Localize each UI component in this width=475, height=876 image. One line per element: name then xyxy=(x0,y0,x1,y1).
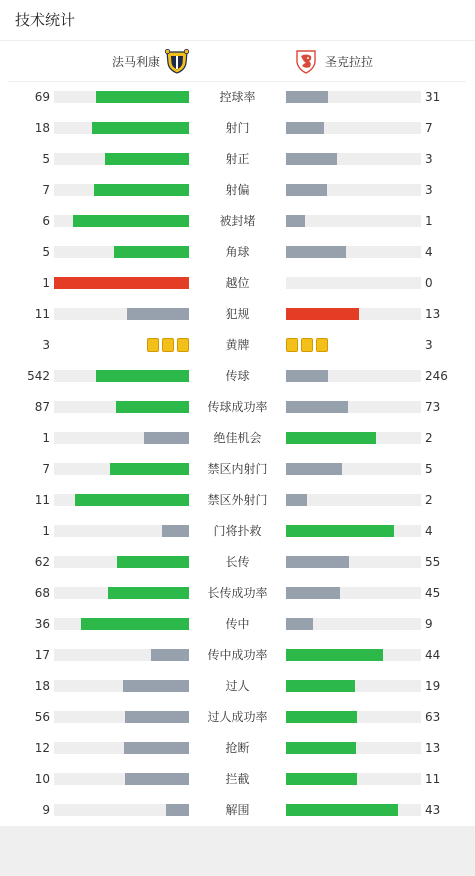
away-bar-fill xyxy=(286,494,307,506)
home-bar-track xyxy=(54,184,189,196)
home-value: 18 xyxy=(34,679,50,693)
home-value: 9 xyxy=(42,803,50,817)
away-team-header[interactable] xyxy=(293,48,373,74)
away-bar-fill xyxy=(286,742,356,754)
home-value: 1 xyxy=(42,524,50,538)
stat-row xyxy=(0,275,475,291)
stat-row xyxy=(0,337,475,353)
home-bar-fill xyxy=(123,680,189,692)
home-bar-fill xyxy=(116,401,189,413)
away-bar-track xyxy=(286,153,421,165)
home-value: 17 xyxy=(34,648,50,662)
away-bar-track xyxy=(286,122,421,134)
stat-row xyxy=(0,120,475,136)
stat-label: 控球率 xyxy=(219,90,256,104)
away-yellow-cards xyxy=(286,338,328,352)
stat-row xyxy=(0,492,475,508)
away-bar-track xyxy=(286,587,421,599)
home-value: 18 xyxy=(34,121,50,135)
home-value: 1 xyxy=(42,431,50,445)
away-value: 3 xyxy=(425,183,433,197)
away-value: 7 xyxy=(425,121,433,135)
away-bar-fill xyxy=(286,525,394,537)
home-bar-fill xyxy=(127,308,189,320)
stat-label: 传球成功率 xyxy=(207,400,268,414)
away-bar-track xyxy=(286,308,421,320)
away-bar-fill xyxy=(286,215,305,227)
home-bar-fill xyxy=(73,215,189,227)
away-bar-fill xyxy=(286,804,398,816)
stat-label: 传球 xyxy=(225,369,250,383)
away-bar-fill xyxy=(286,463,342,475)
stat-row xyxy=(0,244,475,260)
home-bar-fill xyxy=(117,556,189,568)
stat-row xyxy=(0,709,475,725)
away-value: 246 xyxy=(425,369,448,383)
stat-label: 传中 xyxy=(225,617,250,631)
away-bar-fill xyxy=(286,401,348,413)
stat-row xyxy=(0,430,475,446)
home-bar-track xyxy=(54,463,189,475)
home-bar-fill xyxy=(92,122,189,134)
away-bar-track xyxy=(286,649,421,661)
stat-row xyxy=(0,771,475,787)
stat-label: 犯规 xyxy=(225,307,250,321)
home-value: 87 xyxy=(34,400,50,414)
stat-label: 禁区内射门 xyxy=(207,462,268,476)
stat-label: 长传 xyxy=(225,555,250,569)
yellow-card-icon xyxy=(301,338,313,352)
away-bar-track xyxy=(286,618,421,630)
home-bar-track xyxy=(54,308,189,320)
away-value: 11 xyxy=(425,772,441,786)
stat-label: 角球 xyxy=(225,245,250,259)
yellow-card-icon xyxy=(286,338,298,352)
home-value: 542 xyxy=(27,369,50,383)
away-value: 9 xyxy=(425,617,433,631)
stat-row xyxy=(0,213,475,229)
home-bar-track xyxy=(54,680,189,692)
home-value: 7 xyxy=(42,183,50,197)
away-bar-track xyxy=(286,370,421,382)
away-bar-track xyxy=(286,742,421,754)
stat-label: 黄牌 xyxy=(225,338,250,352)
away-bar-fill xyxy=(286,587,340,599)
home-team-name: 法马利康 xyxy=(111,54,160,69)
stat-row xyxy=(0,802,475,818)
away-bar-fill xyxy=(286,370,328,382)
stat-row xyxy=(0,306,475,322)
home-bar-track xyxy=(54,525,189,537)
home-bar-fill xyxy=(96,91,189,103)
yellow-card-icon xyxy=(177,338,189,352)
away-bar-fill xyxy=(286,91,328,103)
stat-label: 传中成功率 xyxy=(207,648,268,662)
away-bar-track xyxy=(286,246,421,258)
home-bar-fill xyxy=(124,742,189,754)
home-value: 68 xyxy=(34,586,50,600)
stat-label: 长传成功率 xyxy=(207,586,268,600)
home-bar-track xyxy=(54,711,189,723)
away-value: 44 xyxy=(425,648,441,662)
away-bar-track xyxy=(286,401,421,413)
home-value: 11 xyxy=(34,307,50,321)
home-bar-track xyxy=(54,277,189,289)
home-value: 10 xyxy=(34,772,50,786)
santa-clara-crest-icon xyxy=(293,48,319,74)
home-bar-fill xyxy=(125,773,189,785)
home-value: 62 xyxy=(34,555,50,569)
away-bar-track xyxy=(286,91,421,103)
home-bar-fill xyxy=(125,711,189,723)
away-bar-fill xyxy=(286,308,359,320)
away-bar-track xyxy=(286,525,421,537)
home-value: 69 xyxy=(34,90,50,104)
home-value: 1 xyxy=(42,276,50,290)
home-bar-track xyxy=(54,153,189,165)
away-value: 3 xyxy=(425,338,433,352)
away-bar-fill xyxy=(286,649,383,661)
away-bar-fill xyxy=(286,432,376,444)
stat-row xyxy=(0,89,475,105)
stat-row xyxy=(0,585,475,601)
home-bar-track xyxy=(54,587,189,599)
away-bar-fill xyxy=(286,680,355,692)
away-value: 31 xyxy=(425,90,441,104)
famalicao-crest-icon xyxy=(164,48,190,74)
stat-label: 射门 xyxy=(225,121,250,135)
away-value: 19 xyxy=(425,679,441,693)
home-bar-track xyxy=(54,804,189,816)
away-value: 2 xyxy=(425,431,433,445)
home-bar-track xyxy=(54,773,189,785)
home-bar-fill xyxy=(96,370,189,382)
page-title: 技术统计 xyxy=(15,11,76,29)
home-bar-fill xyxy=(110,463,189,475)
home-bar-track xyxy=(54,215,189,227)
away-bar-fill xyxy=(286,711,357,723)
yellow-card-icon xyxy=(316,338,328,352)
stat-label: 抢断 xyxy=(225,741,250,755)
away-bar-track xyxy=(286,215,421,227)
home-bar-fill xyxy=(54,277,189,289)
away-bar-fill xyxy=(286,556,349,568)
home-bar-track xyxy=(54,432,189,444)
away-bar-track xyxy=(286,773,421,785)
stat-label: 射正 xyxy=(225,152,250,166)
stat-label: 被封堵 xyxy=(219,214,256,228)
away-bar-track xyxy=(286,463,421,475)
away-value: 5 xyxy=(425,462,433,476)
home-bar-track xyxy=(54,556,189,568)
home-bar-fill xyxy=(114,246,189,258)
away-bar-fill xyxy=(286,773,357,785)
away-bar-track xyxy=(286,432,421,444)
home-bar-track xyxy=(54,370,189,382)
away-value: 1 xyxy=(425,214,433,228)
away-bar-track xyxy=(286,184,421,196)
home-bar-track xyxy=(54,742,189,754)
home-bar-fill xyxy=(94,184,189,196)
home-bar-fill xyxy=(166,804,189,816)
stat-label: 禁区外射门 xyxy=(207,493,268,507)
away-team-name: 圣克拉拉 xyxy=(325,54,374,69)
home-bar-track xyxy=(54,649,189,661)
home-team-header[interactable] xyxy=(112,48,190,74)
home-bar-fill xyxy=(81,618,189,630)
home-bar-track xyxy=(54,122,189,134)
stat-row xyxy=(0,368,475,384)
home-bar-track xyxy=(54,246,189,258)
home-bar-fill xyxy=(162,525,189,537)
away-value: 73 xyxy=(425,400,441,414)
stat-label: 射偏 xyxy=(225,183,250,197)
stat-row xyxy=(0,182,475,198)
stat-label: 过人成功率 xyxy=(207,710,268,724)
home-bar-track xyxy=(54,618,189,630)
divider xyxy=(8,81,466,82)
home-value: 11 xyxy=(34,493,50,507)
away-value: 3 xyxy=(425,152,433,166)
stat-label: 过人 xyxy=(225,679,250,693)
home-value: 6 xyxy=(42,214,50,228)
home-bar-fill xyxy=(108,587,189,599)
stat-label: 拦截 xyxy=(225,772,250,786)
away-value: 13 xyxy=(425,741,441,755)
home-bar-fill xyxy=(144,432,189,444)
away-value: 43 xyxy=(425,803,441,817)
away-value: 4 xyxy=(425,524,433,538)
away-value: 0 xyxy=(425,276,433,290)
away-value: 55 xyxy=(425,555,441,569)
away-bar-track xyxy=(286,494,421,506)
home-bar-fill xyxy=(151,649,189,661)
yellow-card-icon xyxy=(147,338,159,352)
home-yellow-cards xyxy=(147,338,189,352)
away-value: 2 xyxy=(425,493,433,507)
away-value: 63 xyxy=(425,710,441,724)
stat-label: 门将扑救 xyxy=(213,524,262,538)
home-value: 12 xyxy=(34,741,50,755)
away-bar-track xyxy=(286,804,421,816)
away-value: 4 xyxy=(425,245,433,259)
home-value: 5 xyxy=(42,245,50,259)
away-bar-track xyxy=(286,556,421,568)
home-value: 7 xyxy=(42,462,50,476)
stat-row xyxy=(0,647,475,663)
home-value: 5 xyxy=(42,152,50,166)
away-bar-fill xyxy=(286,184,327,196)
stat-label: 绝佳机会 xyxy=(213,431,262,445)
home-bar-track xyxy=(54,494,189,506)
away-bar-fill xyxy=(286,618,313,630)
divider xyxy=(0,40,475,41)
stat-label: 解围 xyxy=(225,803,250,817)
away-bar-track xyxy=(286,277,421,289)
stat-row xyxy=(0,151,475,167)
away-bar-fill xyxy=(286,246,346,258)
away-value: 13 xyxy=(425,307,441,321)
home-value: 36 xyxy=(34,617,50,631)
home-bar-fill xyxy=(105,153,189,165)
away-bar-fill xyxy=(286,153,337,165)
stat-row xyxy=(0,616,475,632)
stat-row xyxy=(0,461,475,477)
yellow-card-icon xyxy=(162,338,174,352)
stat-row xyxy=(0,523,475,539)
stat-row xyxy=(0,399,475,415)
home-bar-track xyxy=(54,91,189,103)
home-bar-track xyxy=(54,401,189,413)
stat-row xyxy=(0,554,475,570)
away-value: 45 xyxy=(425,586,441,600)
home-value: 56 xyxy=(34,710,50,724)
away-bar-track xyxy=(286,680,421,692)
stat-label: 越位 xyxy=(225,276,250,290)
away-bar-fill xyxy=(286,122,324,134)
stat-row xyxy=(0,740,475,756)
home-value: 3 xyxy=(42,338,50,352)
home-bar-fill xyxy=(75,494,189,506)
away-bar-track xyxy=(286,711,421,723)
stat-row xyxy=(0,678,475,694)
